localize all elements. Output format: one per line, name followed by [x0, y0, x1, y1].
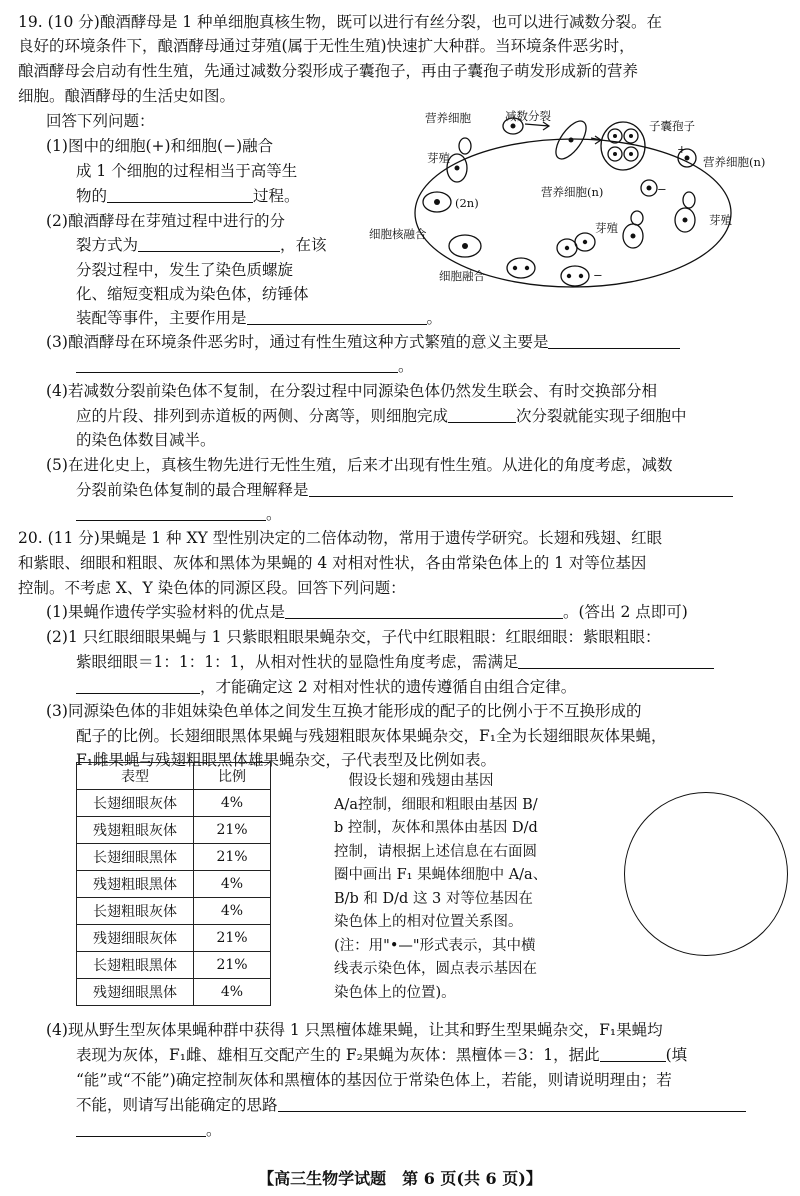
q19-line-2: 良好的环境条件下，酿酒酵母通过芽殖(属于无性生殖)快速扩大种群。当环境条件恶劣时， — [18, 37, 635, 55]
answer-blank-q19-3a[interactable] — [548, 332, 680, 349]
table-cell-ratio: 21% — [194, 817, 271, 844]
q20-part4-d-text: 不能，则请写出能确定的思路 — [76, 1096, 278, 1114]
q20-part2-b — [76, 652, 714, 672]
label-yazhi-3: 芽殖 — [595, 221, 618, 235]
q19-part2-e — [76, 308, 442, 328]
q20-part3-b: 配子的比例。长翅细眼黑体果蝇与残翅粗眼灰体果蝇杂交，F₁全为长翅细眼灰体果蝇， — [76, 727, 667, 745]
q20-line-1: 20. (11 分)果蝇是 1 种 XY 型性别决定的二倍体动物，常用于遗传学研究。长翅和残翅、红眼 — [18, 529, 663, 547]
q19-part5-b — [76, 480, 733, 500]
answer-blank-q20-2a[interactable] — [518, 652, 714, 669]
table-cell-ratio: 4% — [194, 898, 271, 925]
label-yazhi-2: 芽殖 — [709, 213, 732, 227]
q19-part2-b — [76, 235, 327, 255]
answer-blank-q19-4[interactable] — [448, 406, 516, 423]
cycle-path — [415, 139, 731, 287]
answer-blank-q19-2a[interactable] — [138, 235, 280, 252]
q20-part4-cont — [76, 1120, 222, 1140]
table-cell-ratio: 4% — [194, 871, 271, 898]
q19-part4-b — [76, 406, 687, 426]
q20-part4-b-post: (填 — [665, 1046, 688, 1064]
answer-blank-q20-4c[interactable] — [76, 1120, 206, 1137]
q20-part4-c: “能”或“不能”)确定控制灰体和黑檀体的基因位于常染色体上，若能，则请说明理由；若 — [76, 1071, 672, 1089]
label-zinang: 子囊孢子 — [649, 119, 695, 133]
label-minus-2: − — [593, 268, 603, 282]
q19-part5-end: 。 — [266, 505, 282, 523]
answer-blank-q19-3b[interactable] — [76, 356, 398, 373]
table-row — [77, 952, 271, 979]
q20-part4-d — [76, 1095, 746, 1115]
table-cell-phenotype: 长翅细眼黑体 — [77, 844, 194, 871]
q19-part2-a: (2)酿酒酵母在芽殖过程中进行的分 — [46, 212, 285, 230]
table-cell-phenotype: 残翅细眼黑体 — [77, 979, 194, 1006]
q19-part2-b-post: ，在该 — [280, 236, 327, 254]
table-header-phenotype: 表型 — [77, 763, 194, 790]
q19-part4-b-post: 次分裂就能实现子细胞中 — [516, 407, 687, 425]
label-yingyang-minus: 营养细胞(n) — [541, 185, 604, 199]
q20-part4-b-pre: 表现为灰体，F₁雌、雄相互交配产生的 F₂果蝇为灰体：黑檀体＝3：1，据此 — [76, 1046, 600, 1064]
q19-part5-b-text: 分裂前染色体复制的最合理解释是 — [76, 481, 309, 499]
q19-part4-b-pre: 应的片段、排列到赤道板的两侧、分离等，则细胞完成 — [76, 407, 449, 425]
answer-blank-q19-5b[interactable] — [76, 504, 266, 521]
table-row — [77, 898, 271, 925]
answer-blank-q20-4a[interactable] — [600, 1045, 666, 1062]
side-line: 圈中画出 F₁ 果蝇体细胞中 A/a、 — [334, 867, 548, 883]
table-row — [77, 844, 271, 871]
table-row — [77, 790, 271, 817]
label-2n: (2n) — [455, 196, 479, 210]
label-minus-1: − — [657, 182, 667, 196]
table-row — [77, 817, 271, 844]
answer-blank-q20-4b[interactable] — [278, 1095, 746, 1112]
table-cell-ratio: 4% — [194, 979, 271, 1006]
q19-part2-e-pre: 装配等事件，主要作用是 — [76, 309, 247, 327]
yeast-life-cycle-figure — [365, 108, 790, 308]
table-cell-ratio: 21% — [194, 844, 271, 871]
table-cell-ratio: 4% — [194, 790, 271, 817]
answer-blank-q19-1[interactable] — [107, 186, 253, 203]
q19-part1-a: (1)图中的细胞(+)和细胞(−)融合 — [46, 137, 274, 155]
q19-part2-b-pre: 裂方式为 — [76, 236, 139, 254]
q20-part2-a: (2)1 只红眼细眼果蝇与 1 只紫眼粗眼果蝇杂交，子代中红眼粗眼：红眼细眼：紫眼粗眼： — [46, 628, 661, 646]
q19-part2-c: 分裂过程中，发生了染色质螺旋 — [76, 261, 294, 279]
table-header-row — [77, 763, 271, 790]
q19-part1-c — [76, 186, 300, 206]
table-cell-ratio: 21% — [194, 952, 271, 979]
side-line: 染色体上的相对位置关系图。 — [334, 914, 523, 930]
table-row — [77, 979, 271, 1006]
answer-blank-q20-2b[interactable] — [76, 677, 200, 694]
label-ronghe: 细胞融合 — [439, 269, 485, 283]
label-jianshu: 减数分裂 — [505, 109, 551, 123]
q20-part4-end: 。 — [206, 1121, 222, 1139]
q19-part5-cont — [76, 504, 282, 524]
label-hehe: 细胞核融合 — [369, 227, 427, 241]
q20-part1-post: 。(答出 2 点即可) — [562, 603, 688, 621]
q20-part1 — [46, 602, 688, 622]
table-row — [77, 871, 271, 898]
q19-part3-cont — [76, 356, 414, 376]
q20-side-text — [334, 770, 547, 1005]
side-line: A/a控制，细眼和粗眼由基因 B/ — [334, 796, 538, 813]
answer-blank-q20-1[interactable] — [285, 602, 563, 619]
q19-part1-c-pre: 物的 — [76, 187, 108, 205]
answer-blank-q19-2b[interactable] — [247, 308, 427, 325]
side-line: (注：用"•—"形式表示，其中横 — [334, 937, 536, 954]
label-yazhi-1: 芽殖 — [427, 151, 450, 165]
q20-part4-a: (4)现从野生型灰体果蝇种群中获得 1 只黑檀体雄果蝇，让其和野生型果蝇杂交，F₁果蝇均 — [46, 1021, 663, 1039]
q19-part2-e-post: 。 — [426, 309, 443, 327]
answer-blank-q19-5a[interactable] — [309, 480, 733, 497]
q19-part3 — [46, 332, 680, 352]
q20-line-2: 和紫眼、细眼和粗眼、灰体和黑体为果蝇的 4 对相对性状，各由常染色体上的 1 对等位基因 — [18, 554, 647, 572]
label-plus: + — [677, 142, 687, 156]
q19-part1-c-post: 过程。 — [253, 187, 300, 205]
q19-prompt: 回答下列问题： — [46, 112, 155, 130]
side-line: 控制，请根据上述信息在右面圆 — [334, 843, 537, 860]
q19-part3-text: (3)酿酒酵母在环境条件恶劣时，通过有性生殖这种方式繁殖的意义主要是 — [46, 333, 549, 351]
q19-part5-a: (5)在进化史上，真核生物先进行无性生殖，后来才出现有性生殖。从进化的角度考虑，减数 — [46, 456, 673, 474]
table-cell-phenotype: 残翅细眼灰体 — [77, 925, 194, 952]
q20-part3-c: F₁雌果蝇与残翅粗眼黑体雄果蝇杂交，子代表型及比例如表。 — [76, 751, 496, 769]
q20-part2-c-text: ，才能确定这 2 对相对性状的遗传遵循自由组合定律。 — [200, 678, 577, 696]
drawing-circle[interactable] — [624, 792, 788, 956]
table-header-ratio: 比例 — [194, 763, 271, 790]
q20-part1-pre: (1)果蝇作遗传学实验材料的优点是 — [46, 603, 285, 621]
q20-part2-b-pre: 紫眼细眼＝1：1：1：1，从相对性状的显隐性角度考虑，需满足 — [76, 653, 519, 671]
table-cell-phenotype: 残翅粗眼灰体 — [77, 817, 194, 844]
label-yingyang-plus: 营养细胞(n) — [703, 155, 766, 169]
table-row — [77, 925, 271, 952]
table-cell-phenotype: 长翅粗眼灰体 — [77, 898, 194, 925]
q19-part2-d: 化、缩短变粗成为染色体，纺锤体 — [76, 285, 309, 303]
side-line: 染色体上的位置)。 — [334, 984, 456, 1001]
q19-line-4: 细胞。酿酒酵母的生活史如图。 — [18, 87, 236, 105]
q19-line-3: 酿酒酵母会启动有性生殖，先通过减数分裂形成子囊孢子，再由子囊孢子萌发形成新的营养 — [18, 62, 639, 80]
q19-part4-a: (4)若减数分裂前染色体不复制，在分裂过程中同源染色体仍然发生联会、有时交换部分相 — [46, 382, 657, 400]
phenotype-table — [76, 762, 271, 1006]
side-line: 假设长翅和残翅由基因 — [334, 773, 494, 789]
q20-part4-b — [76, 1045, 687, 1065]
q19-line-1: 19. (10 分)酿酒酵母是 1 种单细胞真核生物，既可以进行有丝分裂，也可以进行减数分裂。在 — [18, 13, 663, 31]
table-cell-phenotype: 长翅粗眼黑体 — [77, 952, 194, 979]
q19-part1-b: 成 1 个细胞的过程相当于高等生 — [76, 162, 298, 180]
table-cell-ratio: 21% — [194, 925, 271, 952]
q20-line-3: 控制。不考虑 X、Y 染色体的同源区段。回答下列问题： — [18, 579, 406, 597]
table-cell-phenotype: 长翅细眼灰体 — [77, 790, 194, 817]
side-line: b 控制，灰体和黑体由基因 D/d — [334, 820, 538, 836]
side-line: 线表示染色体，圆点表示基因在 — [334, 961, 537, 977]
table-cell-phenotype: 残翅粗眼黑体 — [77, 871, 194, 898]
side-line: B/b 和 D/d 这 3 对等位基因在 — [334, 890, 533, 907]
q19-part4-c: 的染色体数目减半。 — [76, 431, 216, 449]
q19-part3-end: 。 — [398, 357, 414, 375]
life-cycle-diagram — [365, 108, 790, 308]
page-footer: 【高三生物学试题 第 6 页(共 6 页)】 — [258, 1169, 542, 1188]
q20-part2-c — [76, 677, 576, 697]
label-yingyang-top: 营养细胞 — [425, 111, 471, 125]
q20-part3-a: (3)同源染色体的非姐妹染色单体之间发生互换才能形成的配子的比例小于不互换形成的 — [46, 702, 642, 720]
